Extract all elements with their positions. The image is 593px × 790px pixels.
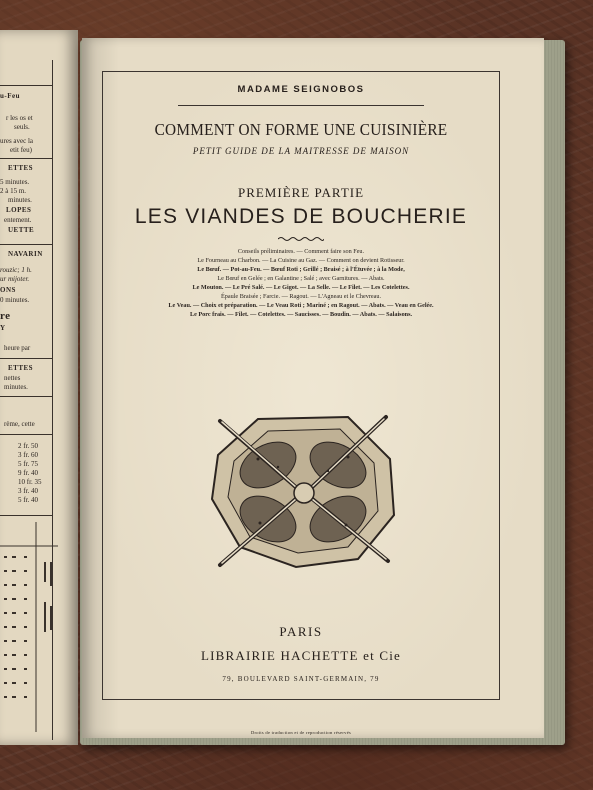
- left-page-line: UETTE: [8, 226, 35, 234]
- left-page-line: rème, cette: [4, 420, 35, 428]
- left-page-rule: [0, 358, 52, 359]
- left-page-line: ures avec la: [0, 137, 34, 145]
- left-page-rule: [0, 158, 52, 159]
- contents-line: Le Veau. — Choix et préparation. — Le Veau Roti ; Mariné ; en Ragout. — Abats. — Veau en Gelée.: [168, 302, 434, 309]
- publisher-city: PARIS: [279, 624, 323, 639]
- left-page-line: etit feu): [10, 146, 32, 154]
- book-subtitle: PETIT GUIDE DE LA MAITRESSE DE MAISON: [192, 146, 410, 156]
- author: MADAME SEIGNOBOS: [237, 84, 365, 95]
- price-line: 9 fr. 40: [18, 469, 39, 477]
- publisher-name: LIBRAIRIE HACHETTE et Cie: [200, 648, 402, 663]
- left-page-line: re: [0, 310, 11, 322]
- contents-line: Le Porc frais. — Filet. — Cotelettes. — Saucisses. — Boudin. — Abats. — Salaisons.: [189, 311, 413, 318]
- price-line: 3 fr. 40: [18, 487, 39, 495]
- left-page-line: Y: [0, 324, 6, 332]
- price-line: 2 fr. 50: [18, 442, 39, 450]
- left-page-line: nettes: [4, 374, 21, 382]
- left-page-line: rouzic; 1 h.: [0, 266, 32, 274]
- contents-line: Le Mouton. — Le Pré Salé. — Le Gigot. — La Selle. — Le Filet. — Les Cotelettes.: [192, 284, 410, 291]
- engraved-platter-illustration: [198, 397, 408, 582]
- contents-line: Épaule Braisée ; Farcie. — Ragout. — L'Agneau et le Chevreau.: [220, 293, 382, 300]
- left-page-line: seuls.: [14, 123, 30, 131]
- left-page-line: ONS: [0, 286, 16, 294]
- rights-notice: Droits de traduction et de reproduction réservés: [250, 730, 352, 735]
- page-border: [102, 71, 500, 735]
- ornament-rule: [278, 236, 324, 242]
- left-page-line: minutes.: [8, 196, 32, 204]
- left-page-line: 0 minutes.: [0, 296, 30, 304]
- contents-line: Le Bœuf en Gelée ; en Galantine ; Salé ; avec Garnitures. — Abats.: [217, 275, 385, 282]
- left-page-rule: [0, 434, 52, 435]
- left-page-line: ETTES: [8, 164, 34, 172]
- publisher-address: 79, BOULEVARD SAINT-GERMAIN, 79: [222, 675, 380, 683]
- left-page-line: heure par: [4, 344, 31, 352]
- left-page-rule: [0, 244, 52, 245]
- contents-line: Conseils préliminaires. — Comment faire son Feu.: [237, 248, 365, 255]
- title-page: [82, 38, 544, 738]
- left-page-line: NAVARIN: [8, 250, 43, 258]
- left-page-line: r les os et: [6, 114, 33, 122]
- left-page-table: [0, 522, 60, 732]
- left-page-rule: [0, 396, 52, 397]
- price-line: 5 fr. 40: [18, 496, 39, 504]
- left-page-line: ur mijoter.: [0, 275, 30, 283]
- price-line: 5 fr. 75: [18, 460, 39, 468]
- left-page-rule: [0, 515, 52, 516]
- contents-line: Le Fourneau au Charbon. — La Cuisine au Gaz. — Comment on devient Rotisseur.: [197, 257, 405, 264]
- part-heading: PREMIÈRE PARTIE: [237, 185, 365, 200]
- left-page: [0, 30, 78, 745]
- left-page-line: LOPES: [6, 206, 32, 214]
- left-page-rule: [0, 85, 52, 86]
- price-line: 10 fr. 35: [18, 478, 42, 486]
- contents-line: Le Bœuf. — Pot-au-Feu. — Bœuf Roti ; Grillé ; Braisé ; à l'Étuvée ; à la Mode,: [197, 266, 405, 273]
- left-page-line: entement.: [4, 216, 32, 224]
- left-page-line: 2 à 15 m.: [0, 187, 27, 195]
- main-title: LES VIANDES DE BOUCHERIE: [134, 205, 468, 228]
- left-page-line: ETTES: [8, 364, 34, 372]
- header-rule: [178, 105, 424, 106]
- left-page-line: u-Feu: [0, 92, 20, 100]
- left-page-line: minutes.: [4, 383, 28, 391]
- left-page-line: 5 minutes.: [0, 178, 30, 186]
- price-line: 3 fr. 60: [18, 451, 39, 459]
- book-title: COMMENT ON FORME UNE CUISINIÈRE: [154, 120, 448, 139]
